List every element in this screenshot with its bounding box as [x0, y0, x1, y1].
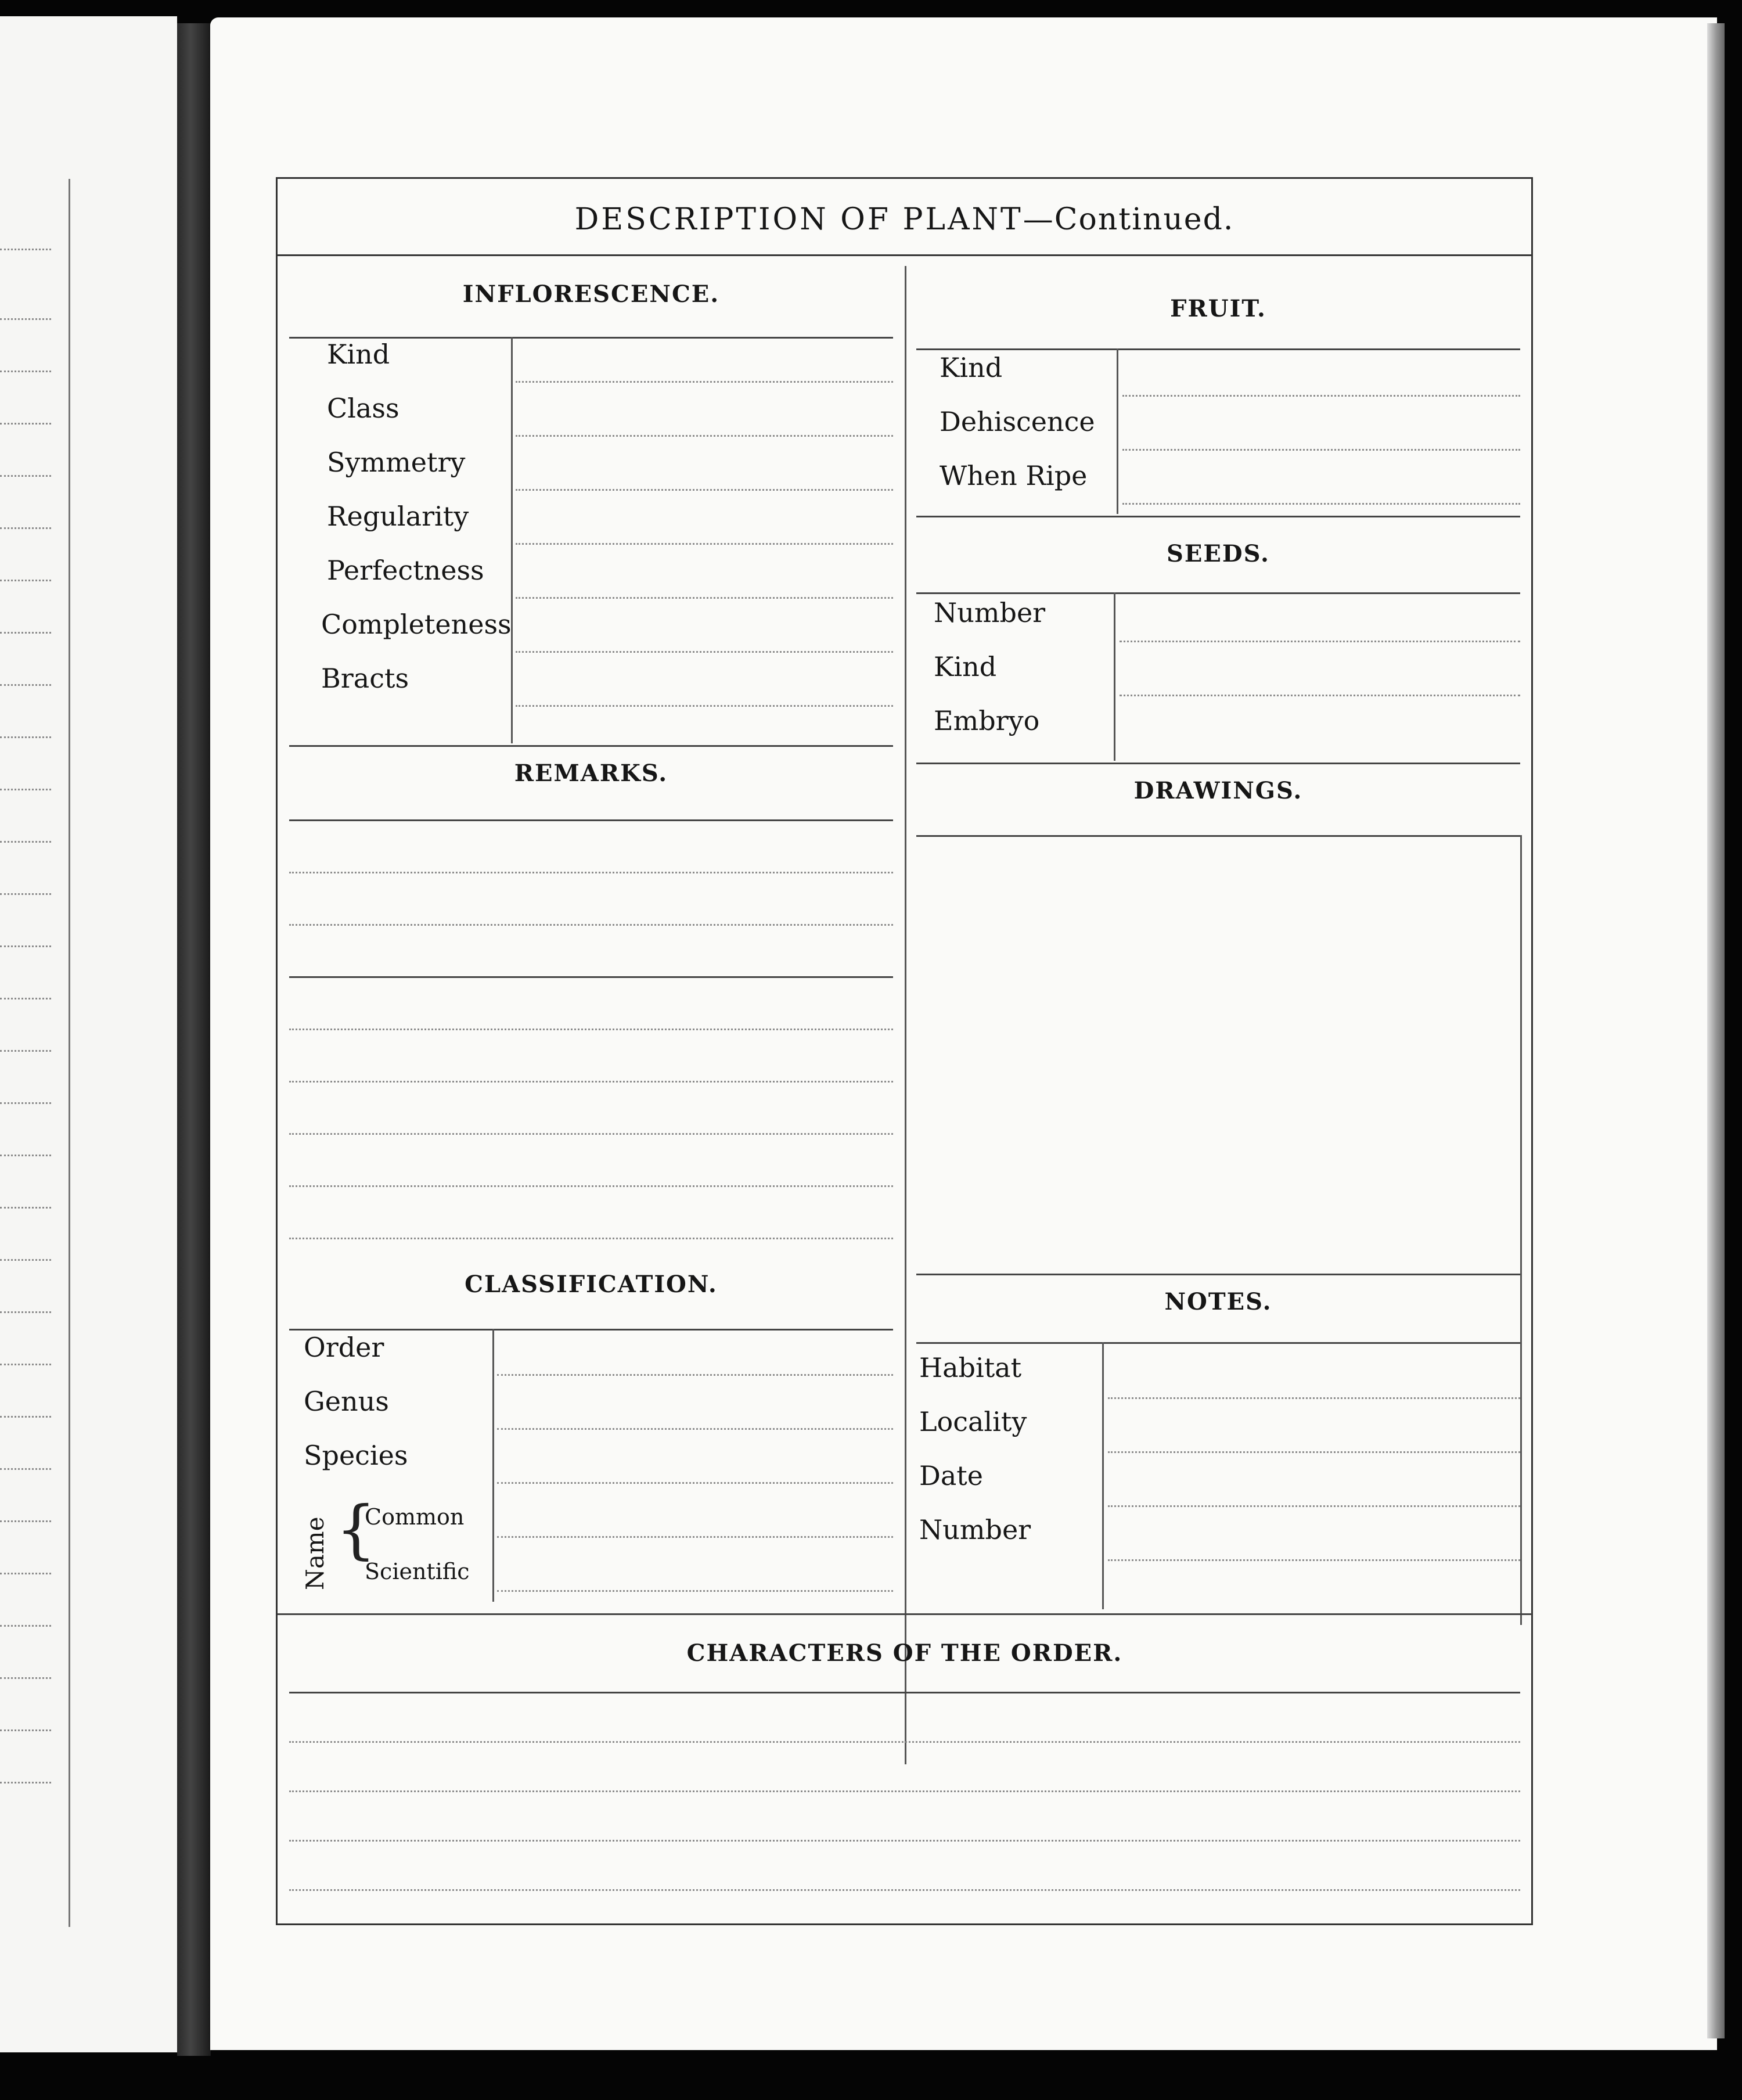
left-page-rule — [0, 998, 51, 999]
inflorescence-field-label: Completeness — [321, 609, 512, 640]
inflorescence-field-label: Perfectness — [327, 555, 484, 586]
left-page-rule — [0, 893, 51, 895]
inflorescence-entry-line[interactable] — [516, 543, 893, 545]
characters-top-rule — [278, 1613, 1532, 1615]
classification-entry-line[interactable] — [497, 1374, 893, 1376]
left-page-rule — [0, 684, 51, 686]
name-common-label: Common — [365, 1504, 465, 1530]
classification-entry-line[interactable] — [497, 1482, 893, 1484]
left-page-rule — [0, 1207, 51, 1209]
inflorescence-field-label: Kind — [327, 339, 390, 370]
characters-entry-line[interactable] — [289, 1840, 1520, 1842]
left-page-rule — [0, 371, 51, 372]
seeds-rule — [916, 592, 1520, 594]
left-page-rule — [0, 1468, 51, 1470]
notes-field-label: Number — [919, 1514, 1031, 1545]
characters-entry-line[interactable] — [289, 1790, 1520, 1792]
form-title — [278, 179, 1531, 256]
classification-rule — [289, 1329, 893, 1331]
left-page-rule — [0, 1573, 51, 1574]
seeds-entry-line[interactable] — [1120, 695, 1520, 696]
left-page-rule — [0, 1050, 51, 1052]
seeds-heading: SEEDS. — [1167, 540, 1270, 567]
inflorescence-entry-line[interactable] — [516, 435, 893, 437]
inflorescence-entry-line[interactable] — [516, 597, 893, 599]
left-page-rule — [0, 527, 51, 529]
left-page-rule — [0, 249, 51, 250]
characters-entry-line[interactable] — [289, 1741, 1520, 1743]
title-dash: — — [1023, 202, 1054, 237]
fruit-rule — [916, 348, 1520, 350]
seeds-field-label: Number — [934, 597, 1046, 628]
inflorescence-field-label: Bracts — [321, 663, 409, 694]
remarks-entry-line[interactable] — [289, 1029, 893, 1030]
classification-entry-line[interactable] — [497, 1590, 893, 1592]
inflorescence-entry-line[interactable] — [516, 651, 893, 653]
fruit-heading: FRUIT. — [1170, 295, 1266, 322]
inflorescence-entry-line[interactable] — [516, 705, 893, 707]
left-page-rule — [0, 1625, 51, 1627]
title-continued: Continued. — [1054, 202, 1234, 237]
column-divider — [905, 266, 906, 1764]
left-page-rule — [0, 423, 51, 425]
fruit-entry-line[interactable] — [1122, 395, 1520, 397]
classification-heading: CLASSIFICATION. — [465, 1271, 718, 1298]
characters-rule — [289, 1692, 1520, 1693]
left-page-rule — [0, 632, 51, 634]
remarks-heading: REMARKS. — [514, 760, 668, 787]
notes-field-label: Locality — [919, 1406, 1027, 1437]
left-page-rule — [0, 475, 51, 477]
left-page-edge — [0, 16, 177, 2052]
classification-field-label: Species — [304, 1440, 408, 1471]
left-page-rule — [0, 1416, 51, 1418]
inflorescence-entry-line[interactable] — [516, 381, 893, 383]
left-page-rule — [0, 789, 51, 790]
classification-entry-line[interactable] — [497, 1428, 893, 1430]
seeds-entry-line[interactable] — [1120, 641, 1520, 642]
fruit-field-label: When Ripe — [940, 460, 1088, 491]
fruit-field-label: Kind — [940, 352, 1003, 383]
remarks-entry-line[interactable] — [289, 1238, 893, 1239]
notes-entry-line[interactable] — [1108, 1397, 1520, 1399]
name-scientific-label: Scientific — [365, 1559, 470, 1584]
plant-description-form — [276, 177, 1533, 1925]
classification-entry-line[interactable] — [497, 1536, 893, 1538]
left-page-rule — [0, 1155, 51, 1156]
notes-entry-line[interactable] — [1108, 1505, 1520, 1507]
seeds-label-divider — [1114, 592, 1115, 761]
left-page-rule — [0, 1259, 51, 1261]
notes-rule — [916, 1342, 1520, 1344]
left-page-border — [69, 179, 70, 1927]
inflorescence-field-label: Class — [327, 393, 399, 424]
left-page-rule — [0, 1311, 51, 1313]
characters-entry-line[interactable] — [289, 1889, 1520, 1891]
characters-heading: CHARACTERS OF THE ORDER. — [686, 1639, 1123, 1667]
classification-field-label: Genus — [304, 1386, 389, 1417]
left-page-rule — [0, 1729, 51, 1731]
classification-field-label: Order — [304, 1332, 384, 1363]
left-page-rule — [0, 1782, 51, 1783]
seeds-bottom-rule — [916, 763, 1520, 764]
remarks-entry-line[interactable] — [289, 1133, 893, 1135]
book-gutter — [177, 23, 211, 2056]
notes-label-divider — [1102, 1342, 1104, 1609]
left-page-rule — [0, 580, 51, 581]
remarks-entry-line[interactable] — [289, 1185, 893, 1187]
fruit-field-label: Dehiscence — [940, 406, 1095, 437]
inflorescence-heading: INFLORESCENCE. — [462, 281, 720, 308]
drawings-rule — [916, 835, 1520, 837]
seeds-field-label: Kind — [934, 651, 997, 682]
fruit-entry-line[interactable] — [1122, 503, 1520, 505]
name-brace: { — [336, 1492, 376, 1566]
inflorescence-label-divider — [511, 337, 513, 743]
remarks-entry-line[interactable] — [289, 924, 893, 926]
remarks-entry-line[interactable] — [289, 872, 893, 873]
inflorescence-field-label: Symmetry — [327, 447, 466, 478]
left-page-rule — [0, 1520, 51, 1522]
notes-field-label: Habitat — [919, 1352, 1022, 1383]
left-page-rule — [0, 1677, 51, 1679]
left-page-rule — [0, 1364, 51, 1365]
inflorescence-field-label: Regularity — [327, 501, 469, 532]
left-page-rule — [0, 841, 51, 843]
notes-heading: NOTES. — [1164, 1288, 1272, 1315]
fruit-label-divider — [1117, 348, 1118, 514]
page-stack-edge — [1707, 23, 1725, 2038]
notes-top-rule — [916, 1274, 1520, 1275]
remarks-entry-line[interactable] — [289, 976, 893, 978]
classification-label-divider — [492, 1329, 494, 1602]
name-label: Name — [301, 1516, 329, 1590]
left-page-rule — [0, 318, 51, 320]
seeds-field-label: Embryo — [934, 705, 1040, 736]
fruit-entry-line[interactable] — [1122, 449, 1520, 451]
left-page-rule — [0, 736, 51, 738]
notes-entry-line[interactable] — [1108, 1451, 1520, 1453]
drawings-heading: DRAWINGS. — [1133, 777, 1303, 804]
left-page-rule — [0, 945, 51, 947]
inflorescence-entry-line[interactable] — [516, 489, 893, 491]
left-page-rule — [0, 1102, 51, 1104]
drawings-right-border — [1520, 835, 1522, 1625]
remarks-entry-line[interactable] — [289, 1081, 893, 1083]
title-main: DESCRIPTION OF PLANT — [574, 202, 1023, 237]
notes-field-label: Date — [919, 1460, 984, 1491]
remarks-rule — [289, 819, 893, 821]
remarks-top-rule — [289, 745, 893, 747]
notes-entry-line[interactable] — [1108, 1559, 1520, 1561]
seeds-top-rule — [916, 516, 1520, 517]
